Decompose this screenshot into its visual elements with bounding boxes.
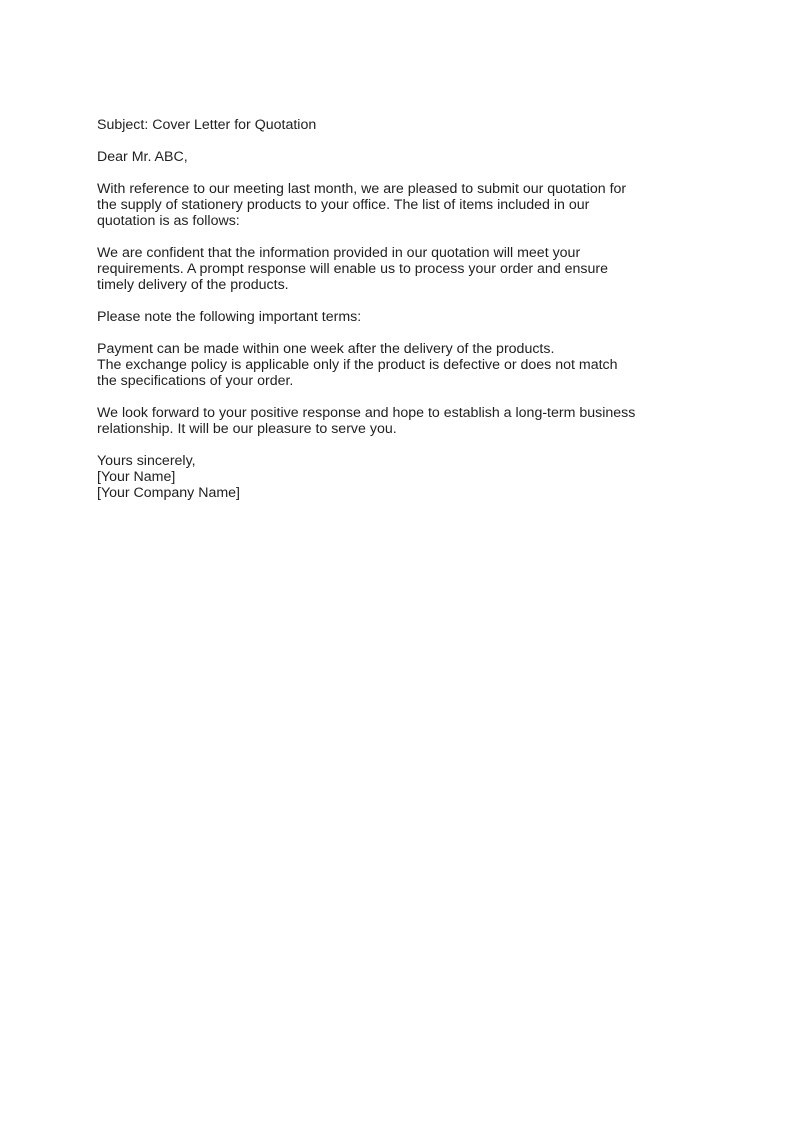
confidence-line: timely delivery of the products.	[97, 277, 289, 293]
confidence-paragraph	[97, 245, 697, 293]
terms-intro	[97, 309, 697, 325]
sender-company: [Your Company Name]	[97, 485, 240, 501]
term-line: Payment can be made within one week after the delivery of the products.	[97, 341, 555, 357]
terms-list	[97, 341, 697, 389]
salutation	[97, 149, 697, 165]
signoff-block	[97, 453, 697, 501]
sender-name: [Your Name]	[97, 469, 176, 485]
intro-paragraph	[97, 181, 697, 229]
closing-line: relationship. It will be our pleasure to serve you.	[97, 421, 397, 437]
confidence-line: requirements. A prompt response will enable us to process your order and ensure	[97, 261, 609, 277]
closing-salutation: Yours sincerely,	[97, 453, 196, 469]
intro-line: With reference to our meeting last month, we are pleased to submit our quotation for	[97, 181, 627, 197]
salutation-text: Dear Mr. ABC,	[97, 149, 188, 165]
terms-intro-text: Please note the following important terms:	[97, 309, 362, 325]
intro-line: the supply of stationery products to your office. The list of items included in our	[97, 197, 590, 213]
letter-body	[97, 117, 697, 517]
subject-text: Subject: Cover Letter for Quotation	[97, 117, 317, 133]
intro-line: quotation is as follows:	[97, 213, 240, 229]
term-line: the specifications of your order.	[97, 373, 294, 389]
confidence-line: We are confident that the information provided in our quotation will meet your	[97, 245, 581, 261]
term-line: The exchange policy is applicable only if the product is defective or does not match	[97, 357, 618, 373]
closing-paragraph	[97, 405, 697, 437]
closing-line: We look forward to your positive response and hope to establish a long-term business	[97, 405, 636, 421]
subject-line	[97, 117, 697, 133]
